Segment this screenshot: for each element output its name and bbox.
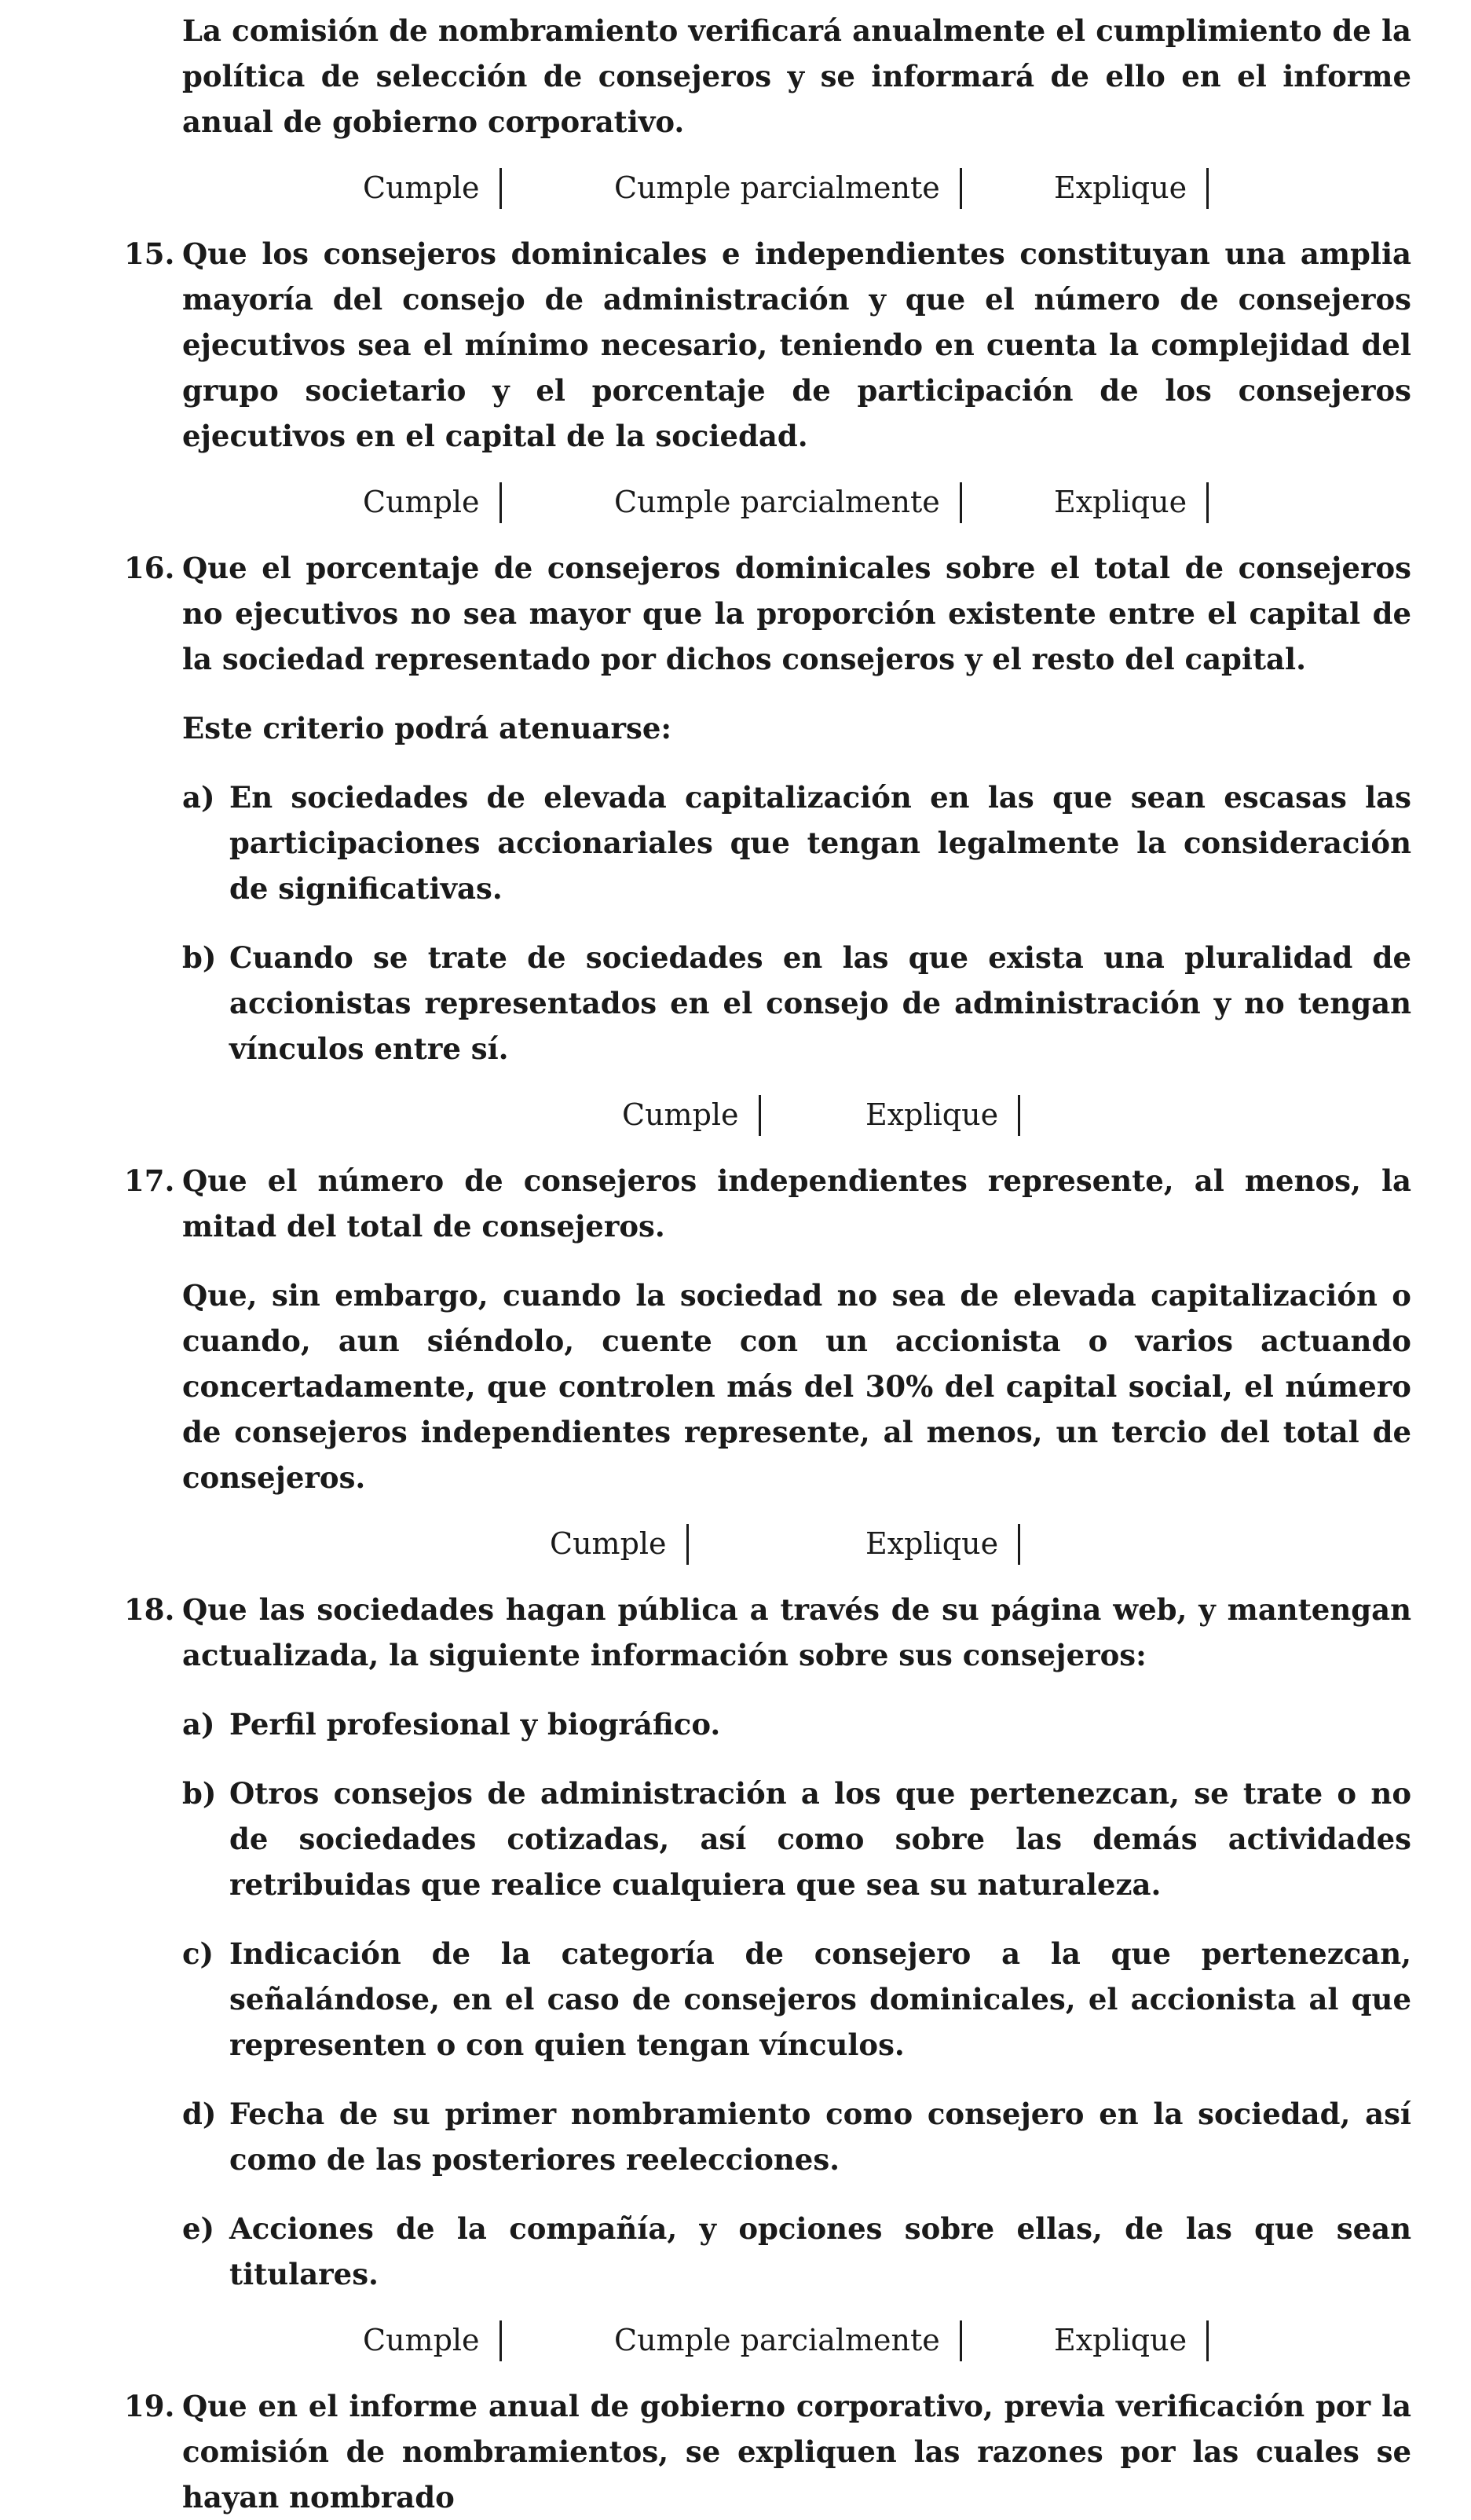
option-explique[interactable]: Explique <box>1054 2317 1209 2363</box>
item-text: Que las sociedades hagan pública a través de su página web, y mantengan actualizada, la siguiente información sobre sus consejeros: <box>182 1592 1411 1672</box>
subitem-letter: a) <box>182 780 215 815</box>
separator-bar <box>499 482 502 523</box>
options-row-18 <box>182 2317 1411 2363</box>
subitem <box>182 1701 1411 1747</box>
subitem <box>182 1931 1411 2068</box>
subitem-text: En sociedades de elevada capitalización en las que sean escasas las participaciones accionariales que tengan legalmente la consideración de significativas. <box>229 780 1411 906</box>
separator-bar <box>759 1095 761 1136</box>
option-cumple[interactable]: Cumple <box>363 165 502 211</box>
item-note: Este criterio podrá atenuarse: <box>182 711 672 745</box>
subitem <box>182 775 1411 911</box>
separator-bar <box>960 2320 962 2361</box>
item-text: Que los consejeros dominicales e independientes constituyan una amplia mayoría del consejo de administración y que el número de consejeros ejecutivos sea el mínimo necesario, teniendo en cuenta la complejidad del grupo societario y el porcentaje de participación de los consejeros ejecutivos en el capital de la sociedad. <box>182 236 1411 453</box>
option-explique[interactable]: Explique <box>1054 165 1209 211</box>
subitem-letter: b) <box>182 1776 217 1811</box>
subitem <box>182 2091 1411 2182</box>
separator-bar <box>1018 1095 1020 1136</box>
item-number: 19. <box>124 2389 175 2423</box>
item-number: 16. <box>124 551 175 585</box>
subitem-letter: d) <box>182 2097 217 2131</box>
recommendation-16 <box>124 545 1411 1071</box>
separator-bar <box>499 2320 502 2361</box>
separator-bar <box>960 482 962 523</box>
option-cumple-parcialmente[interactable]: Cumple parcialmente <box>614 479 962 525</box>
subitem-text: Otros consejos de administración a los que pertenezcan, se trate o no de sociedades cotizadas, así como sobre las demás actividades retribuidas que realice cualquiera que sea su naturaleza. <box>229 1776 1411 1902</box>
recommendation-18 <box>124 1587 1411 2297</box>
option-explique[interactable]: Explique <box>1054 479 1209 525</box>
option-cumple-parcialmente[interactable]: Cumple parcialmente <box>614 165 962 211</box>
subitem-letter: b) <box>182 940 217 975</box>
intro-paragraph: La comisión de nombramiento verificará anualmente el cumplimiento de la política de selección de consejeros y se informará de ello en el informe anual de gobierno corporativo. <box>182 13 1411 139</box>
separator-bar <box>499 168 502 209</box>
subitem-text: Acciones de la compañía, y opciones sobre ellas, de las que sean titulares. <box>229 2211 1411 2291</box>
item-number: 17. <box>124 1163 175 1198</box>
separator-bar <box>1206 168 1209 209</box>
recommendation-15 <box>124 231 1411 459</box>
subitem-text: Indicación de la categoría de consejero a la que pertenezcan, señalándose, en el caso de consejeros dominicales, el accionista al que representen o con quien tengan vínculos. <box>229 1936 1411 2062</box>
item-number: 15. <box>124 236 175 271</box>
option-cumple[interactable]: Cumple <box>550 1521 689 1566</box>
item-text: Que en el informe anual de gobierno corporativo, previa verificación por la comisión de nombramientos, se expliquen las razones por las cuales se hayan nombrado <box>182 2389 1411 2515</box>
option-cumple[interactable]: Cumple <box>622 1092 761 1137</box>
option-cumple[interactable]: Cumple <box>363 479 502 525</box>
item-text-continued: Que, sin embargo, cuando la sociedad no sea de elevada capitalización o cuando, aun siéndolo, cuente con un accionista o varios actuando concertadamente, que controlen más del 30% del capital social, el número de consejeros independientes represente, al menos, un tercio del total de consejeros. <box>182 1278 1411 1495</box>
subitem-text: Perfil profesional y biográfico. <box>229 1707 721 1742</box>
option-explique[interactable]: Explique <box>865 1521 1020 1566</box>
subitem-letter: a) <box>182 1707 215 1742</box>
separator-bar <box>1206 482 1209 523</box>
options-row-16 <box>182 1092 1411 1137</box>
item-number: 18. <box>124 1592 175 1627</box>
item-text: Que el número de consejeros independientes represente, al menos, la mitad del total de consejeros. <box>182 1163 1411 1244</box>
option-cumple[interactable]: Cumple <box>363 2317 502 2363</box>
separator-bar <box>1206 2320 1209 2361</box>
separator-bar <box>1018 1524 1020 1565</box>
separator-bar <box>686 1524 689 1565</box>
option-explique[interactable]: Explique <box>865 1092 1020 1137</box>
options-row-intro <box>182 165 1411 211</box>
subitem-letter: e) <box>182 2211 215 2246</box>
options-row-17 <box>182 1521 1411 1566</box>
recommendation-19 <box>124 2383 1411 2520</box>
separator-bar <box>960 168 962 209</box>
option-cumple-parcialmente[interactable]: Cumple parcialmente <box>614 2317 962 2363</box>
recommendation-17 <box>124 1158 1411 1500</box>
options-row-15 <box>182 479 1411 525</box>
subitem <box>182 935 1411 1071</box>
subitem-letter: c) <box>182 1936 214 1971</box>
subitem-text: Fecha de su primer nombramiento como consejero en la sociedad, así como de las posteriores reelecciones. <box>229 2097 1411 2177</box>
subitem <box>182 2206 1411 2297</box>
item-text: Que el porcentaje de consejeros dominicales sobre el total de consejeros no ejecutivos no sea mayor que la proporción existente entre el capital de la sociedad representado por dichos consejeros y el resto del capital. <box>182 551 1411 676</box>
subitem <box>182 1771 1411 1907</box>
subitem-text: Cuando se trate de sociedades en las que exista una pluralidad de accionistas representados en el consejo de administración y no tengan vínculos entre sí. <box>229 940 1411 1066</box>
